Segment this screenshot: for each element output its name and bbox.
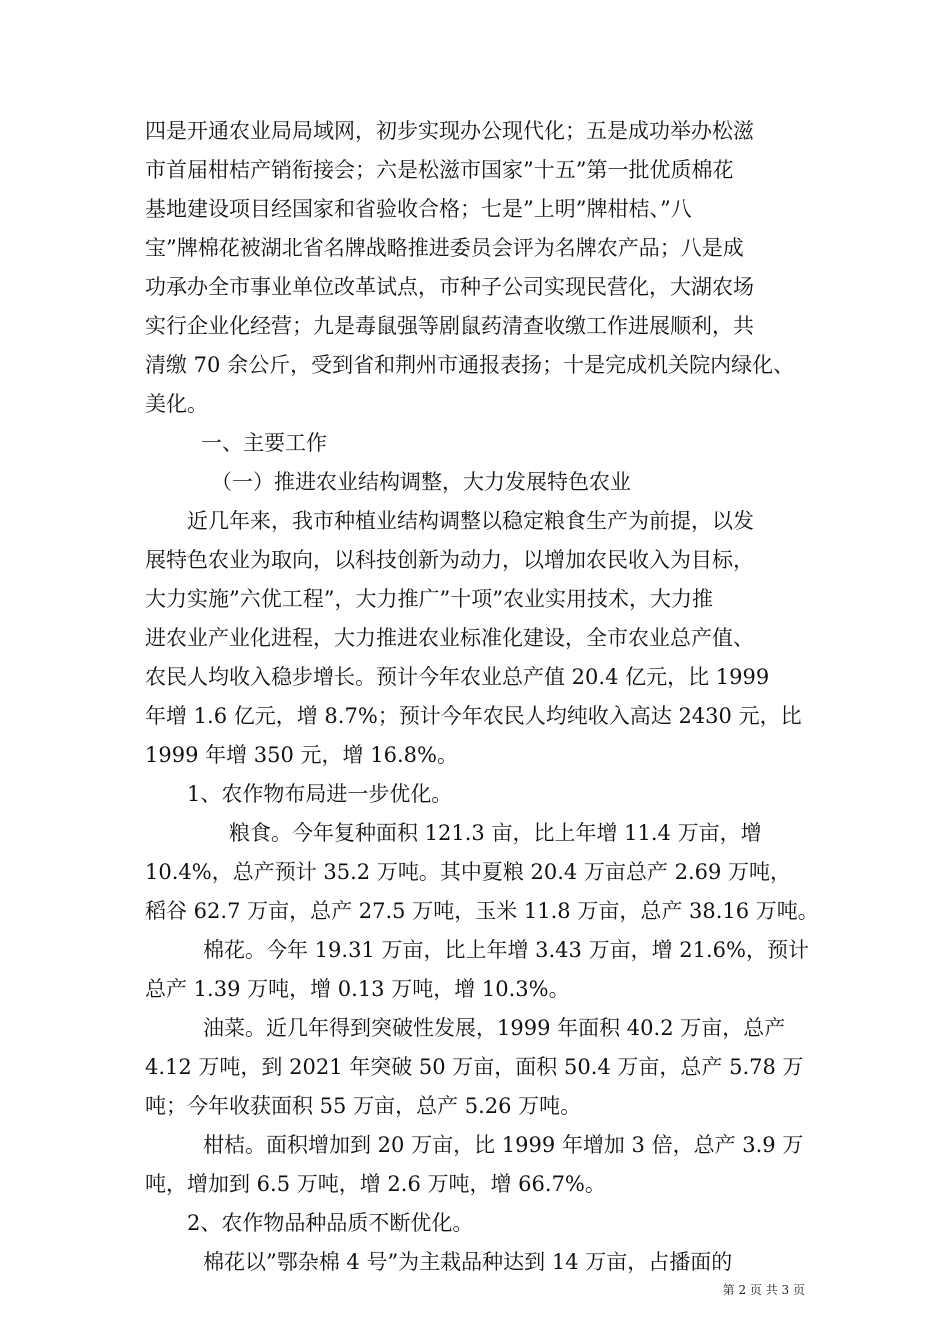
section-heading: 一、主要工作 — [201, 431, 327, 455]
text-line: 美化。 — [145, 392, 208, 416]
item-heading: 1、农作物布局进一步优化。 — [187, 782, 453, 806]
text-line: 粮食。今年复种面积 121.3 亩，比上年增 11.4 万亩，增 — [229, 821, 762, 845]
item-heading: 2、农作物品种品质不断优化。 — [187, 1211, 474, 1235]
text-line: 1999 年增 350 元，增 16.8%。 — [145, 743, 458, 767]
text-line: 吨，增加到 6.5 万吨，增 2.6 万吨，增 66.7%。 — [145, 1172, 606, 1196]
text-line: 年增 1.6 亿元，增 8.7%；预计今年农民人均纯收入高达 2430 元，比 — [145, 704, 802, 728]
page-number: 第 2 页 共 3 页 — [722, 1283, 805, 1297]
text-line: 稻谷 62.7 万亩，总产 27.5 万吨，玉米 11.8 万亩，总产 38.16 万吨。 — [145, 899, 819, 923]
text-line: 实行企业化经营；九是毒鼠强等剧鼠药清查收缴工作进展顺利，共 — [145, 314, 754, 338]
subsection-heading: （一）推进农业结构调整，大力发展特色农业 — [211, 470, 631, 494]
text-line: 近几年来，我市种植业结构调整以稳定粮食生产为前提，以发 — [187, 509, 754, 533]
text-line: 农民人均收入稳步增长。预计今年农业总产值 20.4 亿元，比 1999 — [145, 665, 770, 689]
text-line: 四是开通农业局局域网，初步实现办公现代化；五是成功举办松滋 — [145, 119, 754, 143]
text-line: 总产 1.39 万吨，增 0.13 万吨，增 10.3%。 — [145, 977, 570, 1001]
text-line: 市首届柑桔产销衔接会；六是松滋市国家”十五”第一批优质棉花 — [145, 158, 734, 182]
text-line: 吨；今年收获面积 55 万亩，总产 5.26 万吨。 — [145, 1094, 582, 1118]
text-line: 大力实施”六优工程”，大力推广”十项”农业实用技术，大力推 — [145, 587, 713, 611]
document-body — [145, 112, 817, 1282]
text-line: 展特色农业为取向，以科技创新为动力，以增加农民收入为目标， — [145, 548, 754, 572]
text-line: 清缴 70 余公斤，受到省和荆州市通报表扬；十是完成机关院内绿化、 — [145, 353, 795, 377]
text-line: 4.12 万吨，到 2021 年突破 50 万亩，面积 50.4 万亩，总产 5.78 万 — [145, 1055, 804, 1079]
text-line: 宝”牌棉花被湖北省名牌战略推进委员会评为名牌农产品；八是成 — [145, 236, 744, 260]
text-line: 棉花。今年 19.31 万亩，比上年增 3.43 万亩，增 21.6%，预计 — [203, 938, 809, 962]
text-line: 进农业产业化进程，大力推进农业标准化建设，全市农业总产值、 — [145, 626, 754, 650]
text-line: 10.4%，总产预计 35.2 万吨。其中夏粮 20.4 万亩总产 2.69 万吨， — [145, 860, 792, 884]
text-line: 基地建设项目经国家和省验收合格；七是”上明”牌柑桔、”八 — [145, 197, 692, 221]
text-line: 柑桔。面积增加到 20 万亩，比 1999 年增加 3 倍，总产 3.9 万 — [203, 1133, 804, 1157]
text-line: 功承办全市事业单位改革试点，市种子公司实现民营化，大湖农场 — [145, 275, 754, 299]
text-line: 油菜。近几年得到突破性发展，1999 年面积 40.2 万亩，总产 — [203, 1016, 786, 1040]
text-line: 棉花以”鄂杂棉 4 号”为主栽品种达到 14 万亩，占播面的 — [203, 1250, 733, 1274]
